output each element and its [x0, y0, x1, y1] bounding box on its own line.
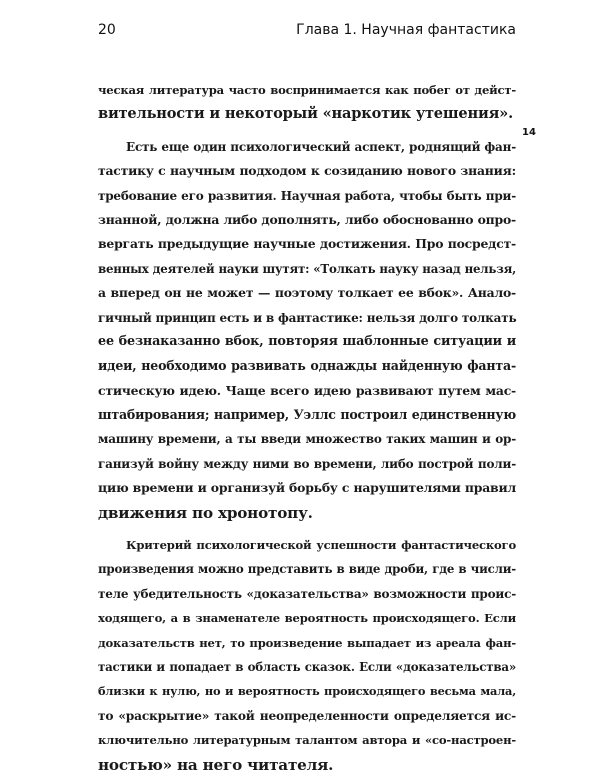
text-line: то «раскрытие» такой неопределенности определяется ис- [98, 708, 516, 723]
text-line: близки к нулю, но и вероятность происходящего весьма мала, [98, 684, 516, 699]
text-line: ганизуй войну между ними во времени, либо построй поли- [98, 456, 516, 471]
text-line: а вперед он не может — поэтому толкает ее вбок». Анало- [98, 285, 516, 301]
text-line: ческая литература часто воспринимается как побег от дейст- [98, 83, 516, 97]
text-line: тастику с научным подходом к созиданию нового знания: [98, 163, 516, 179]
text-line: гичный принцип есть и в фантастике: нельзя долго толкать [98, 310, 517, 325]
text-line: ностью» на него читателя. [98, 755, 334, 774]
text-line: вительности и некоторый «наркотик утешения». [98, 105, 513, 123]
text-line: машину времени, а ты введи множество таких машин и ор- [98, 432, 516, 447]
text-line: вергать предыдущие научные достижения. Про посредст- [98, 236, 516, 252]
paragraph [98, 135, 516, 525]
paragraph [98, 533, 516, 777]
text-line: произведения можно представить в виде дроби, где в числи- [98, 562, 516, 577]
paragraph [98, 78, 516, 127]
text-line: ходящего, а в знаменателе вероятность происходящего. Если [98, 611, 516, 626]
margin-page-marker: 14 [522, 127, 536, 138]
body-text [98, 78, 516, 777]
text-line: знанной, должна либо дополнять, либо обоснованно опро- [98, 211, 516, 227]
text-line: тастики и попадает в область сказок. Если «доказательства» [98, 659, 516, 674]
text-line: ее безнаказанно вбок, повторяя шаблонные ситуации и [98, 333, 516, 349]
text-line: цию времени и организуй борьбу с нарушителями правил [98, 480, 516, 496]
text-line: идеи, необходимо развивать однажды найденную фанта- [98, 358, 516, 374]
chapter-title: Глава 1. Научная фантастика [296, 22, 516, 38]
page-number: 20 [98, 22, 116, 38]
text-line: Критерий психологической успешности фантастического [126, 538, 516, 553]
text-line: теле убедительность «доказательства» возможности проис- [98, 586, 516, 601]
text-line: штабирования; например, Уэллс построил единственную [98, 407, 516, 423]
text-line: движения по хронотопу. [98, 503, 313, 522]
text-line: требование его развития. Научная работа, чтобы быть при- [98, 188, 516, 203]
text-line: Есть еще один психологический аспект, роднящий фан- [126, 139, 516, 154]
text-line: венных деятелей науки шутят: «Толкать науку назад нельзя, [98, 261, 516, 276]
text-line: ключительно литературным талантом автора и «со-настроен- [98, 733, 516, 748]
text-line: стическую идею. Чаще всего идею развивают путем мас- [98, 382, 516, 398]
running-head [98, 22, 516, 42]
text-line: доказательств нет, то произведение выпадает из ареала фан- [98, 635, 516, 650]
